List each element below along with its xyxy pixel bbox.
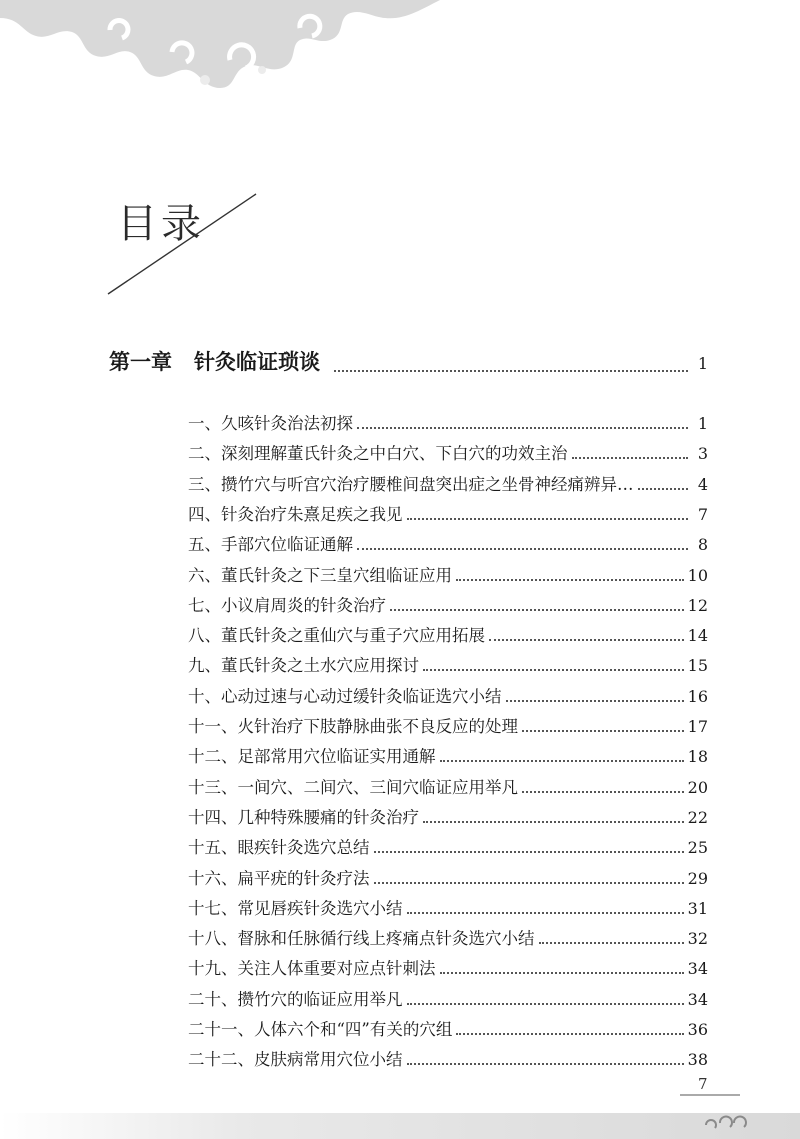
toc-entry-page: 8 [697,535,708,555]
toc-entry-label: 三、攒竹穴与听宫穴治疗腰椎间盘突出症之坐骨神经痛辨异… [188,474,634,494]
toc-entry-label: 六、董氏针灸之下三皇穴组临证应用 [188,565,452,585]
toc-entry-page: 38 [687,1050,708,1070]
toc-entry-label: 二十、攒竹穴的临证应用举凡 [188,989,403,1009]
dot-leader [357,423,688,429]
toc-entry[interactable] [188,501,708,527]
toc-entry[interactable] [188,774,708,800]
dot-leader [456,1029,683,1035]
toc-entry[interactable] [188,986,708,1012]
toc-entry-label: 十五、眼疾针灸选穴总结 [188,838,370,858]
dot-leader [572,453,689,459]
toc-entry[interactable] [188,925,708,951]
toc-entry-label: 七、小议肩周炎的针灸治疗 [188,595,386,615]
toc-entry-label: 八、董氏针灸之重仙穴与重子穴应用拓展 [188,626,485,646]
toc-entry-page: 16 [687,686,708,706]
toc-title: 目录 [117,201,205,247]
dot-leader [334,366,688,372]
toc-entry-label: 二十二、皮肤病常用穴位小结 [188,1050,403,1070]
chapter-number: 第一章 [109,349,172,374]
chapter-title: 针灸临证琐谈 [194,349,320,374]
title-slash-line [106,192,266,302]
toc-entry-page: 3 [697,444,708,464]
toc-entry-label: 一、久咳针灸治法初探 [188,414,353,433]
dot-leader [522,787,684,793]
toc-entry-page: 17 [687,717,708,736]
toc-entry-label: 二、深刻理解董氏针灸之中白穴、下白穴的功效主治 [188,444,568,464]
toc-entry[interactable] [188,834,708,860]
dot-leader [374,847,684,853]
dot-leader [357,544,688,550]
toc-entry-label: 九、董氏针灸之土水穴应用探讨 [188,656,419,676]
toc-entry[interactable] [188,622,708,648]
toc-entry-page: 14 [687,626,708,646]
dot-leader [423,817,684,823]
dot-leader [407,999,684,1005]
toc-entry[interactable] [188,471,708,497]
toc-entry-page: 36 [687,1020,708,1039]
dot-leader [522,726,684,732]
toc-entry-label: 二十一、人体六个和“四”有关的穴组 [188,1020,453,1039]
toc-entry-page: 25 [687,838,708,858]
dot-leader [440,968,684,974]
dot-leader [390,605,684,611]
toc-entry[interactable] [188,713,708,739]
toc-entry-label: 五、手部穴位临证通解 [188,535,353,555]
dot-leader [374,878,684,884]
toc-entry-page: 34 [687,989,708,1009]
toc-entry[interactable] [188,955,708,981]
toc-entry[interactable] [188,865,708,891]
toc-entry[interactable] [188,531,708,557]
toc-entry[interactable] [188,1016,708,1042]
toc-entry-label: 十九、关注人体重要对应点针刺法 [188,959,436,979]
dot-leader [440,756,684,762]
dot-leader [407,1059,684,1065]
toc-entry[interactable] [188,440,708,466]
toc-entry-label: 十二、足部常用穴位临证实用通解 [188,747,436,767]
toc-entry-page: 31 [687,898,708,918]
toc-entry-label: 四、针灸治疗朱熹足疾之我见 [188,504,403,524]
dot-leader [638,484,689,490]
toc-entry-page: 10 [687,565,708,585]
toc-entry-page: 32 [687,929,708,949]
toc-entry-page: 12 [687,595,708,615]
toc-entry[interactable] [188,562,708,588]
toc-entry[interactable] [188,743,708,769]
toc-entry-label: 十六、扁平疣的针灸疗法 [188,868,370,888]
toc-entry-label: 十一、火针治疗下肢静脉曲张不良反应的处理 [188,717,518,736]
dot-leader [423,665,684,671]
toc-entry[interactable] [188,683,708,709]
toc-entry-page: 20 [687,777,708,797]
toc-entry-label: 十七、常见唇疾针灸选穴小结 [188,898,403,918]
toc-entry[interactable] [188,1046,708,1072]
toc-entry[interactable] [188,592,708,618]
footer-ornament [0,1091,800,1139]
toc-entry-label: 十四、几种特殊腰痛的针灸治疗 [188,807,419,827]
dot-leader [407,908,684,914]
toc-entry[interactable] [188,895,708,921]
toc-entry-page: 34 [687,959,708,979]
dot-leader [407,514,689,520]
toc-entry-label: 十三、一间穴、二间穴、三间穴临证应用举凡 [188,777,518,797]
page-number: 7 [698,1075,708,1093]
dot-leader [506,696,684,702]
toc-entry-page: 15 [687,656,708,676]
toc-entry-page: 7 [697,504,708,524]
cloud-ornament [0,0,440,90]
toc-entry[interactable] [188,410,708,436]
dot-leader [539,938,684,944]
toc-entry-label: 十八、督脉和任脉循行线上疼痛点针灸选穴小结 [188,929,535,949]
toc-entry[interactable] [188,804,708,830]
toc-entry-label: 十、心动过速与心动过缓针灸临证选穴小结 [188,686,502,706]
chapter-page: 1 [697,354,708,373]
toc-entry-page: 4 [697,474,708,494]
toc-entry-page: 18 [687,747,708,767]
toc-entry-page: 1 [697,414,708,433]
toc-entry[interactable] [188,652,708,678]
dot-leader [456,575,684,581]
dot-leader [489,635,684,641]
toc-chapter-row[interactable] [109,346,708,386]
toc-entry-page: 29 [687,868,708,888]
toc-entry-page: 22 [687,807,708,827]
